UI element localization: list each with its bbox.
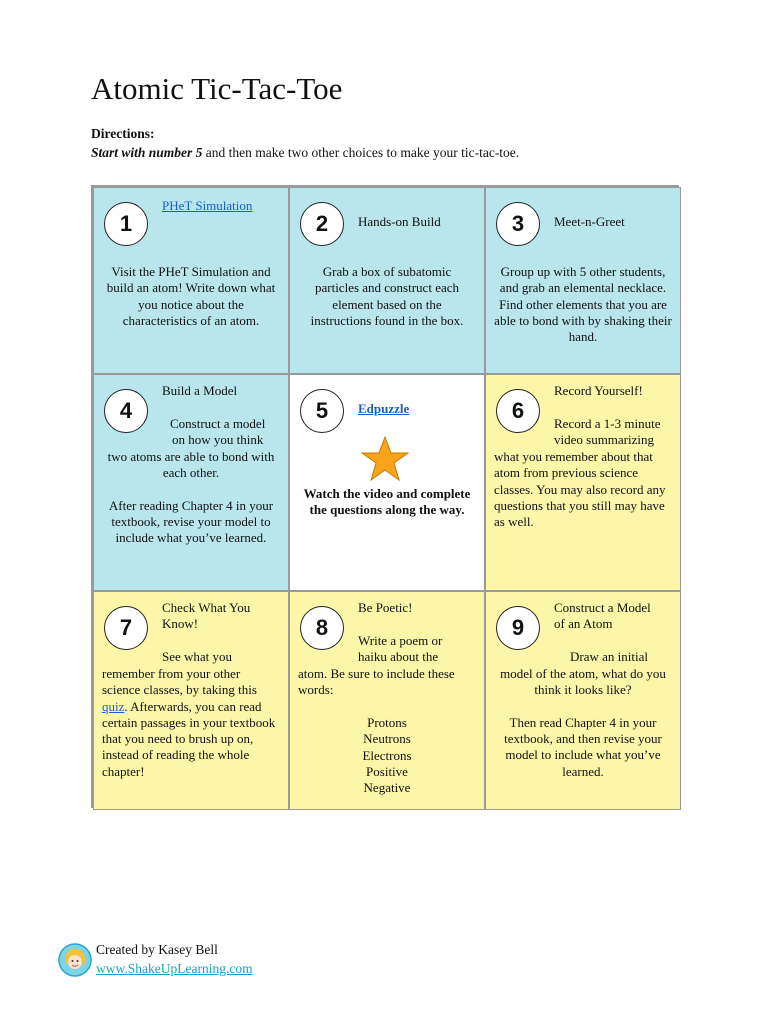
cell-body-text: . Afterwards, you can read certain passages in your textbook that you need to brush up on, instead of reading the whole chapter! [102,698,276,779]
tic-tac-toe-board [91,185,679,808]
edpuzzle-link[interactable]: Edpuzzle [358,401,410,416]
page-title: Atomic Tic-Tac-Toe [91,71,343,106]
cell-heading: Be Poetic! [358,600,413,615]
cell-heading: Meet-n-Greet [554,214,625,229]
cell-intro-line: haiku about the [358,649,439,664]
number-circle: 1 [104,202,148,246]
directions [91,124,519,162]
cell-heading: Check What You Know! [162,600,251,632]
cell-body: Grab a box of subatomic particles and construct each element based on the instructions found in the box. [310,264,464,328]
cell-2 [289,187,485,374]
author-avatar-icon [58,943,92,977]
shakeuplearning-link[interactable]: www.ShakeUpLearning.com [96,961,253,976]
cell-intro-line: See what you [162,649,233,664]
cell-heading: Construct a Model of an Atom [554,600,651,632]
cell-intro-line: Construct a model [170,416,266,431]
star-icon [361,435,409,483]
cell-7 [93,591,289,810]
cell-1 [93,187,289,374]
cell-body [102,666,280,780]
cell-heading: Build a Model [162,383,238,398]
cell-3 [485,187,681,374]
word-list: Protons Neutrons Electrons Positive Negative [362,715,412,796]
number-circle: 5 [300,389,344,433]
number-circle: 6 [496,389,540,433]
cell-intro-line: video summarizing [554,432,655,447]
cell-8 [289,591,485,810]
directions-heading: Directions: [91,126,155,141]
cell-intro-line: on how you think [172,432,264,447]
number-circle: 8 [300,606,344,650]
cell-body: Watch the video and complete the questions along the way. [303,486,471,518]
credit-block [96,940,253,978]
quiz-link[interactable]: quiz [102,698,125,714]
cell-4 [93,374,289,591]
number-circle: 2 [300,202,344,246]
cell-intro-line: Write a poem or [358,633,443,648]
cell-intro-line: Record a 1-3 minute [554,416,661,431]
cell-intro-line: Draw an initial [570,649,648,664]
cell-heading: Hands-on Build [358,214,441,229]
directions-lead: Start with number 5 [91,145,203,160]
cell-body: model of the atom, what do you think it looks like? Then read Chapter 4 in your textbook, and then revise your model to include what you’ve learned. [500,666,666,779]
directions-text [91,143,519,162]
credit-text: Created by Kasey Bell [96,942,218,957]
cell-body-text: remember from your other science classes, by taking this [102,666,257,698]
cell-body: atom. Be sure to include these words: [298,666,455,698]
cell-body: Group up with 5 other students, and grab an elemental necklace. Find other elements that you are able to bond with by shaking their hand. [494,264,672,345]
cell-6 [485,374,681,591]
cell-5 [289,374,485,591]
cell-body: what you remember about that atom from previous science classes. You may also record any questions that you still may have as well. [494,449,666,530]
cell-9 [485,591,681,810]
cell-body: Visit the PHeT Simulation and build an atom! Write down what you notice about the characteristics of an atom. [106,264,276,328]
phet-simulation-link[interactable]: PHeT Simulation [162,198,253,213]
number-circle: 7 [104,606,148,650]
cell-body: two atoms are able to bond with each other. After reading Chapter 4 in your textbook, revise your model to include what you’ve learned. [107,449,275,546]
cell-heading: Record Yourself! [554,383,643,398]
number-circle: 3 [496,202,540,246]
number-circle: 9 [496,606,540,650]
directions-rest: and then make two other choices to make your tic-tac-toe. [202,145,520,160]
number-circle: 4 [104,389,148,433]
